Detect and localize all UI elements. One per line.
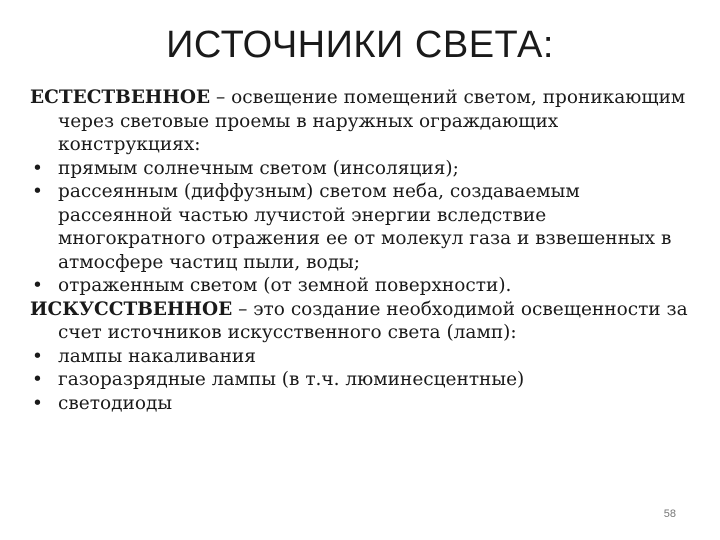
artificial-definition [30,298,690,345]
bullet-icon: • [32,157,43,179]
bullet-icon: • [32,275,43,296]
artificial-text: – это создание необходимой освещенности за счет источников искусственного света (ламп): [58,298,688,343]
bullet-icon: • [32,392,43,414]
natural-term: ЕСТЕСТВЕННОЕ [30,87,211,108]
page-number: 58 [663,508,676,520]
bullet-icon: • [32,345,43,367]
list-item [30,368,690,392]
list-item [30,345,690,369]
artificial-term: ИСКУССТВЕННОЕ [30,298,233,320]
artificial-item-text: газоразрядные лампы (в т.ч. люминесцентные) [58,369,525,390]
list-item [30,157,690,181]
list-item [30,274,690,298]
natural-text: – освещение помещений светом, проникающим через световые проемы в наружных ограждающих конструкциях: [58,87,686,155]
list-item [30,180,690,274]
artificial-item-text: светодиоды [58,392,173,414]
natural-item-text: рассеянным (диффузным) светом неба, создаваемым рассеянной частью лучистой энергии вследствие многократного отражения ее от молекул газа и взвешенных в атмосфере частиц пыли, воды; [58,181,672,273]
artificial-item-text: лампы накаливания [58,345,256,367]
natural-item-text: прямым солнечным светом (инсоляция); [58,157,459,179]
natural-item-text: отраженным светом (от земной поверхности). [58,275,512,296]
slide-body [30,86,690,415]
natural-definition [30,86,690,157]
list-item [30,392,690,416]
bullet-icon: • [32,369,43,390]
bullet-icon: • [32,181,43,202]
slide-title: ИСТОЧНИКИ СВЕТА: [166,24,554,66]
